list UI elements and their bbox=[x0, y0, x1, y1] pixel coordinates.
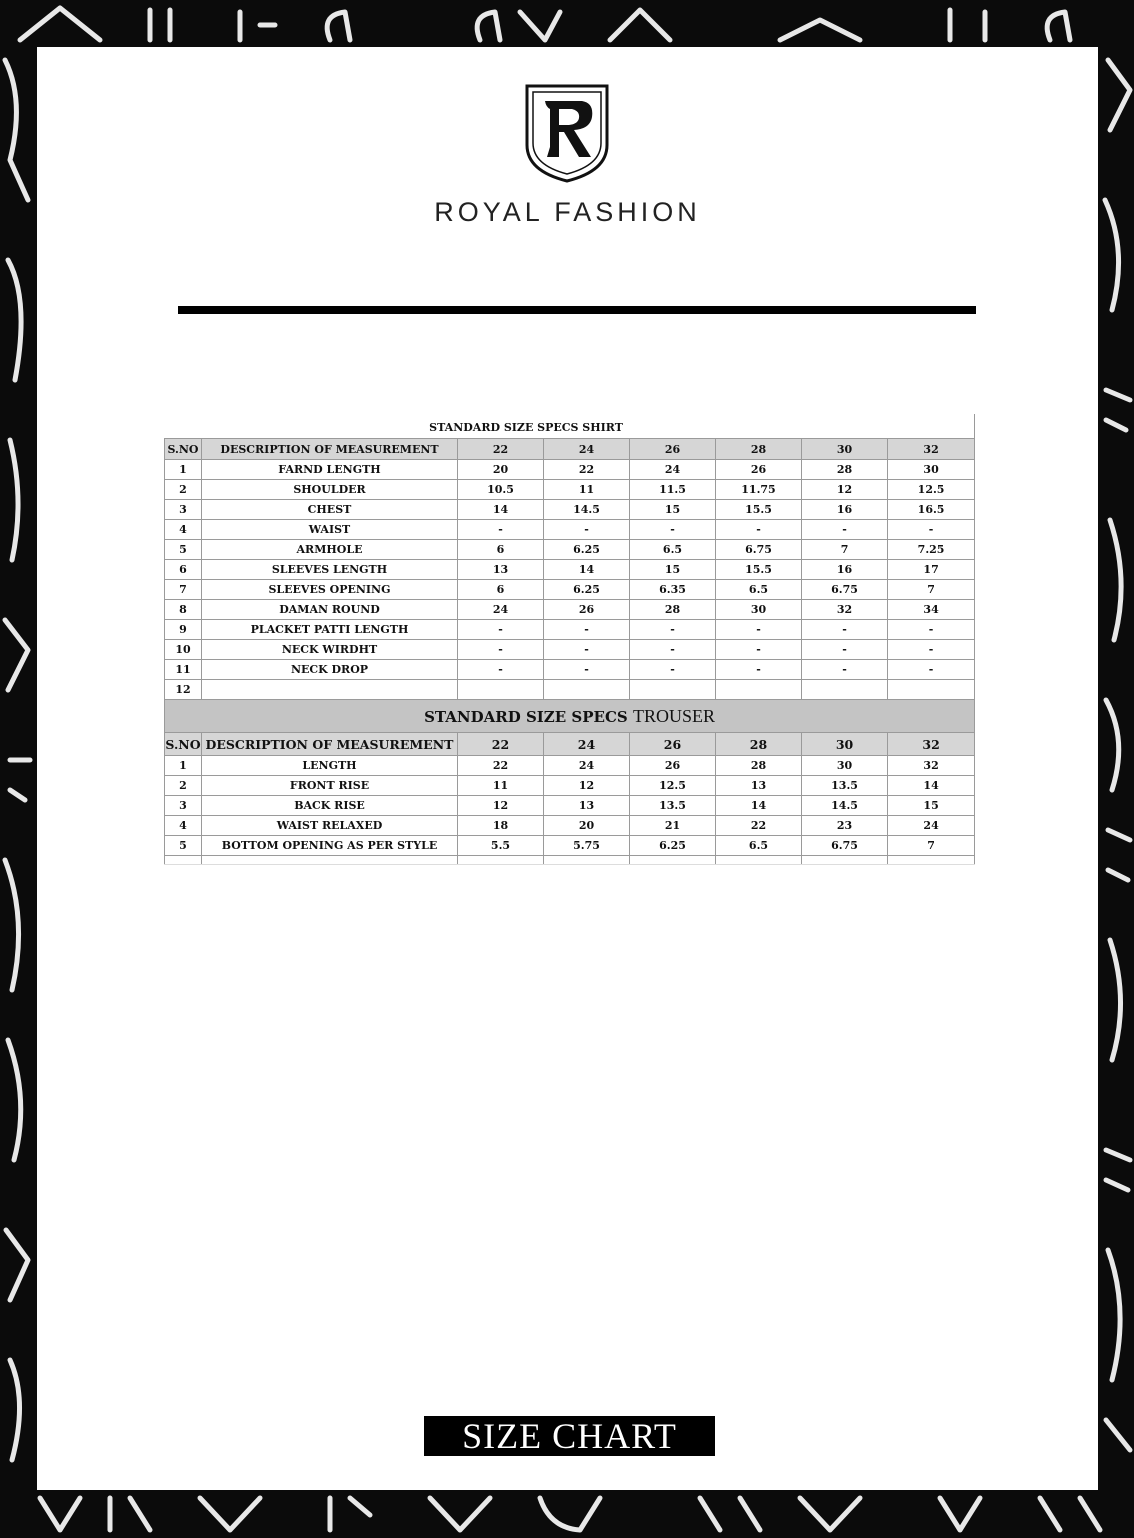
description-cell: LENGTH bbox=[202, 756, 458, 776]
description-cell: CHEST bbox=[202, 500, 458, 520]
size-value-cell: 21 bbox=[630, 816, 716, 836]
size-value-cell: 24 bbox=[544, 733, 630, 756]
size-value-cell: 14.5 bbox=[802, 796, 888, 816]
trouser-section-title bbox=[165, 700, 975, 733]
size-value-cell: - bbox=[716, 660, 802, 680]
serial-cell: 5 bbox=[165, 540, 202, 560]
table-row bbox=[165, 480, 975, 500]
size-value-cell: 24 bbox=[630, 460, 716, 480]
size-value-cell: 7 bbox=[802, 540, 888, 560]
size-value-cell: 14 bbox=[544, 560, 630, 580]
description-cell bbox=[202, 680, 458, 700]
size-value-cell: 6.75 bbox=[802, 580, 888, 600]
size-value-cell: 18 bbox=[458, 816, 544, 836]
serial-cell: 11 bbox=[165, 660, 202, 680]
size-value-cell: - bbox=[458, 640, 544, 660]
size-value-cell: 12 bbox=[544, 776, 630, 796]
size-value-cell: 28 bbox=[630, 600, 716, 620]
description-cell: BOTTOM OPENING AS PER STYLE bbox=[202, 836, 458, 856]
empty-cell bbox=[888, 856, 975, 865]
serial-cell: 6 bbox=[165, 560, 202, 580]
description-cell: BACK RISE bbox=[202, 796, 458, 816]
size-value-cell: 30 bbox=[802, 756, 888, 776]
table-row bbox=[165, 640, 975, 660]
size-value-cell: 13 bbox=[544, 796, 630, 816]
serial-cell: 4 bbox=[165, 520, 202, 540]
size-value-cell bbox=[802, 680, 888, 700]
size-value-cell: 15.5 bbox=[716, 500, 802, 520]
size-value-cell: - bbox=[630, 660, 716, 680]
serial-cell: 3 bbox=[165, 796, 202, 816]
size-value-cell bbox=[630, 680, 716, 700]
serial-cell: 1 bbox=[165, 756, 202, 776]
size-chart-sheet bbox=[37, 47, 1098, 1490]
description-cell: NECK DROP bbox=[202, 660, 458, 680]
description-cell: NECK WIRDHT bbox=[202, 640, 458, 660]
size-value-cell: 6.25 bbox=[544, 580, 630, 600]
table-row bbox=[165, 500, 975, 520]
size-value-cell: 26 bbox=[544, 600, 630, 620]
size-value-cell: 6 bbox=[458, 540, 544, 560]
size-value-cell: 24 bbox=[544, 439, 630, 460]
size-value-cell: 15.5 bbox=[716, 560, 802, 580]
serial-cell: 2 bbox=[165, 480, 202, 500]
table-row bbox=[165, 776, 975, 796]
size-value-cell: 17 bbox=[888, 560, 975, 580]
table-row bbox=[165, 600, 975, 620]
size-value-cell: 5.75 bbox=[544, 836, 630, 856]
size-value-cell: 14 bbox=[888, 776, 975, 796]
size-value-cell: 24 bbox=[458, 600, 544, 620]
size-value-cell: 6.5 bbox=[716, 580, 802, 600]
table-row bbox=[165, 756, 975, 776]
size-value-cell: - bbox=[458, 660, 544, 680]
table-row bbox=[165, 560, 975, 580]
size-value-cell: 6.5 bbox=[716, 836, 802, 856]
size-value-cell: 11 bbox=[458, 776, 544, 796]
empty-cell bbox=[202, 856, 458, 865]
size-value-cell: 12.5 bbox=[888, 480, 975, 500]
size-value-cell bbox=[458, 680, 544, 700]
description-cell: FARND LENGTH bbox=[202, 460, 458, 480]
size-value-cell: 6.75 bbox=[716, 540, 802, 560]
empty-cell bbox=[544, 856, 630, 865]
serial-cell: 1 bbox=[165, 460, 202, 480]
serial-cell: S.NO bbox=[165, 439, 202, 460]
size-value-cell: 32 bbox=[888, 756, 975, 776]
size-value-cell: 7 bbox=[888, 836, 975, 856]
size-value-cell: 20 bbox=[544, 816, 630, 836]
size-value-cell: - bbox=[716, 640, 802, 660]
size-specs-table bbox=[164, 414, 974, 865]
size-value-cell: 11.75 bbox=[716, 480, 802, 500]
size-value-cell: - bbox=[458, 520, 544, 540]
size-value-cell: - bbox=[802, 660, 888, 680]
trouser-section-title-row bbox=[165, 700, 975, 733]
brand-name: ROYAL FASHION bbox=[434, 197, 701, 227]
size-value-cell: 22 bbox=[716, 816, 802, 836]
table-row bbox=[165, 620, 975, 640]
size-value-cell: 6.35 bbox=[630, 580, 716, 600]
size-value-cell: 6.75 bbox=[802, 836, 888, 856]
table-row bbox=[165, 816, 975, 836]
size-value-cell: 30 bbox=[802, 733, 888, 756]
serial-cell: 8 bbox=[165, 600, 202, 620]
size-value-cell: 32 bbox=[888, 733, 975, 756]
size-value-cell: 32 bbox=[888, 439, 975, 460]
size-chart-label: SIZE CHART bbox=[424, 1416, 715, 1456]
empty-cell bbox=[165, 856, 202, 865]
trouser-header-row bbox=[165, 733, 975, 756]
size-value-cell: - bbox=[544, 640, 630, 660]
size-value-cell: 32 bbox=[802, 600, 888, 620]
description-cell: WAIST RELAXED bbox=[202, 816, 458, 836]
size-value-cell: 22 bbox=[458, 756, 544, 776]
description-cell: DESCRIPTION OF MEASUREMENT bbox=[202, 733, 458, 756]
size-value-cell: - bbox=[888, 620, 975, 640]
serial-cell: 10 bbox=[165, 640, 202, 660]
table-row bbox=[165, 520, 975, 540]
size-value-cell: - bbox=[888, 520, 975, 540]
size-value-cell: 30 bbox=[802, 439, 888, 460]
size-value-cell: 15 bbox=[888, 796, 975, 816]
size-value-cell: 30 bbox=[716, 600, 802, 620]
table-tail-row bbox=[165, 856, 975, 865]
size-value-cell: - bbox=[716, 620, 802, 640]
size-value-cell: 16.5 bbox=[888, 500, 975, 520]
size-value-cell: 7.25 bbox=[888, 540, 975, 560]
size-value-cell: - bbox=[630, 520, 716, 540]
size-value-cell bbox=[888, 680, 975, 700]
size-value-cell: 26 bbox=[630, 439, 716, 460]
size-value-cell: 12.5 bbox=[630, 776, 716, 796]
royal-fashion-crest-icon bbox=[524, 83, 610, 183]
size-value-cell: 13 bbox=[458, 560, 544, 580]
size-value-cell: 30 bbox=[888, 460, 975, 480]
empty-cell bbox=[458, 856, 544, 865]
description-cell: ARMHOLE bbox=[202, 540, 458, 560]
size-value-cell: 22 bbox=[544, 460, 630, 480]
size-value-cell: 6.25 bbox=[544, 540, 630, 560]
size-value-cell bbox=[544, 680, 630, 700]
size-value-cell: 7 bbox=[888, 580, 975, 600]
table-row bbox=[165, 540, 975, 560]
size-value-cell: - bbox=[888, 640, 975, 660]
empty-cell bbox=[802, 856, 888, 865]
size-value-cell: 6.25 bbox=[630, 836, 716, 856]
size-value-cell: 26 bbox=[716, 460, 802, 480]
size-value-cell: 13.5 bbox=[630, 796, 716, 816]
size-value-cell: 10.5 bbox=[458, 480, 544, 500]
description-cell: SLEEVES OPENING bbox=[202, 580, 458, 600]
size-value-cell: 24 bbox=[544, 756, 630, 776]
size-value-cell: - bbox=[544, 660, 630, 680]
serial-cell: 12 bbox=[165, 680, 202, 700]
description-cell: SLEEVES LENGTH bbox=[202, 560, 458, 580]
size-value-cell: 6 bbox=[458, 580, 544, 600]
size-value-cell bbox=[716, 680, 802, 700]
description-cell: DESCRIPTION OF MEASUREMENT bbox=[202, 439, 458, 460]
size-value-cell: 28 bbox=[716, 439, 802, 460]
shirt-table-title-row bbox=[165, 414, 975, 439]
size-value-cell: 14 bbox=[458, 500, 544, 520]
size-value-cell: 23 bbox=[802, 816, 888, 836]
size-value-cell: - bbox=[630, 640, 716, 660]
size-value-cell: 13 bbox=[716, 776, 802, 796]
size-value-cell: 28 bbox=[802, 460, 888, 480]
size-value-cell: - bbox=[802, 640, 888, 660]
size-value-cell: 16 bbox=[802, 500, 888, 520]
description-cell: DAMAN ROUND bbox=[202, 600, 458, 620]
size-value-cell: 26 bbox=[630, 733, 716, 756]
serial-cell: 5 bbox=[165, 836, 202, 856]
table-row bbox=[165, 796, 975, 816]
size-value-cell: 28 bbox=[716, 733, 802, 756]
size-value-cell: - bbox=[458, 620, 544, 640]
description-cell: WAIST bbox=[202, 520, 458, 540]
size-value-cell: 22 bbox=[458, 439, 544, 460]
size-value-cell: 13.5 bbox=[802, 776, 888, 796]
serial-cell: 4 bbox=[165, 816, 202, 836]
shirt-header-row bbox=[165, 439, 975, 460]
size-value-cell: 20 bbox=[458, 460, 544, 480]
size-value-cell: - bbox=[716, 520, 802, 540]
description-cell: SHOULDER bbox=[202, 480, 458, 500]
table-row bbox=[165, 836, 975, 856]
description-cell: FRONT RISE bbox=[202, 776, 458, 796]
table-row bbox=[165, 580, 975, 600]
serial-cell: 7 bbox=[165, 580, 202, 600]
size-value-cell: 16 bbox=[802, 560, 888, 580]
table-row bbox=[165, 680, 975, 700]
size-value-cell: 14.5 bbox=[544, 500, 630, 520]
size-value-cell: 12 bbox=[802, 480, 888, 500]
serial-cell: 9 bbox=[165, 620, 202, 640]
size-value-cell: - bbox=[544, 520, 630, 540]
divider-rule bbox=[178, 306, 976, 314]
size-value-cell: - bbox=[802, 520, 888, 540]
serial-cell: S.NO bbox=[165, 733, 202, 756]
size-value-cell: - bbox=[544, 620, 630, 640]
empty-cell bbox=[630, 856, 716, 865]
size-value-cell: 15 bbox=[630, 560, 716, 580]
trouser-title-bold: STANDARD SIZE SPECS bbox=[424, 707, 628, 726]
size-value-cell: 28 bbox=[716, 756, 802, 776]
description-cell: PLACKET PATTI LENGTH bbox=[202, 620, 458, 640]
size-value-cell: 12 bbox=[458, 796, 544, 816]
size-value-cell: - bbox=[802, 620, 888, 640]
size-value-cell: 24 bbox=[888, 816, 975, 836]
size-value-cell: 6.5 bbox=[630, 540, 716, 560]
shirt-table-title: STANDARD SIZE SPECS SHIRT bbox=[429, 420, 623, 434]
size-value-cell: 11 bbox=[544, 480, 630, 500]
size-value-cell: 34 bbox=[888, 600, 975, 620]
serial-cell: 2 bbox=[165, 776, 202, 796]
trouser-title-light: TROUSER bbox=[632, 705, 715, 726]
table-row bbox=[165, 660, 975, 680]
serial-cell: 3 bbox=[165, 500, 202, 520]
size-value-cell: 14 bbox=[716, 796, 802, 816]
size-value-cell: - bbox=[630, 620, 716, 640]
table-row bbox=[165, 460, 975, 480]
empty-cell bbox=[716, 856, 802, 865]
size-value-cell: 26 bbox=[630, 756, 716, 776]
size-value-cell: 22 bbox=[458, 733, 544, 756]
size-value-cell: 5.5 bbox=[458, 836, 544, 856]
size-value-cell: 11.5 bbox=[630, 480, 716, 500]
size-value-cell: 15 bbox=[630, 500, 716, 520]
size-value-cell: - bbox=[888, 660, 975, 680]
